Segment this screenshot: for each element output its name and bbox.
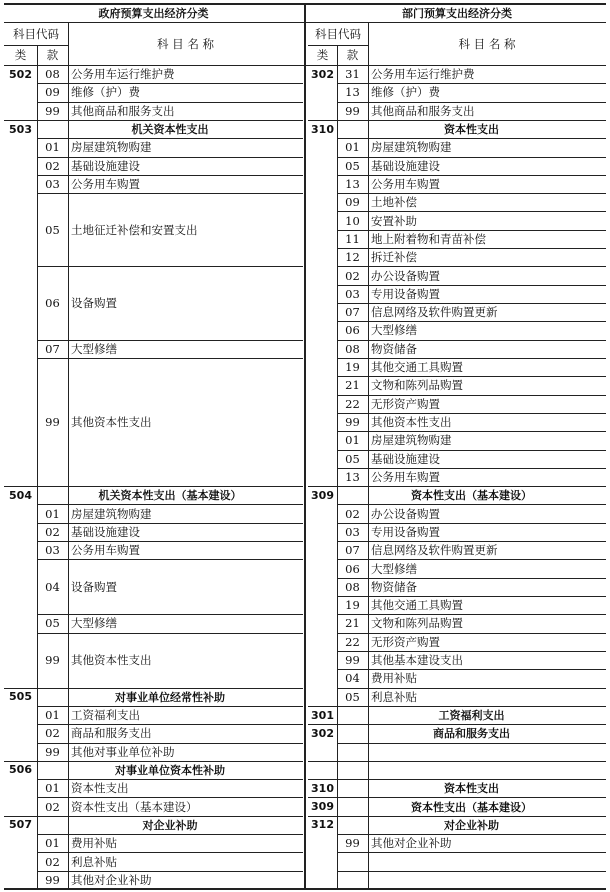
item-name: 资本性支出 [71, 781, 129, 796]
item-kuan: 10 [345, 213, 360, 228]
category-title: 商品和服务支出 [433, 727, 510, 741]
category-title: 机关资本性支出（基本建设） [98, 489, 242, 503]
category-code: 309 [311, 800, 334, 814]
table-rule [37, 45, 38, 889]
item-name [368, 852, 606, 870]
category-title: 工资福利支出 [438, 709, 505, 723]
item-name: 拆迁补偿 [371, 250, 417, 265]
item-kuan: 99 [45, 744, 60, 759]
category-code: 502 [9, 67, 32, 81]
category-code: 505 [9, 690, 32, 704]
item-kuan: 01 [45, 140, 60, 155]
category-title: 资本性支出（基本建设） [411, 800, 532, 814]
item-kuan: 09 [45, 85, 60, 100]
item-name: 费用补贴 [371, 671, 417, 686]
dept-classification-title: 部门预算支出经济分类 [402, 6, 512, 20]
item-name: 办公设备购置 [371, 268, 440, 283]
table-rule [308, 779, 606, 780]
item-name: 基础设施建设 [71, 158, 140, 173]
category-title: 资本性支出（基本建设） [411, 489, 532, 503]
item-kuan: 02 [45, 799, 60, 814]
item-name: 办公设备购置 [371, 506, 440, 521]
item-name: 其他对事业单位补助 [71, 744, 175, 759]
category-code: 309 [311, 488, 334, 502]
item-name: 公务用车购置 [71, 177, 140, 191]
item-kuan: 13 [345, 85, 360, 100]
item-kuan: 03 [45, 543, 60, 558]
item-name: 其他对企业补助 [71, 872, 152, 887]
item-kuan: 08 [45, 67, 60, 82]
item-name: 其他资本性支出 [71, 653, 152, 668]
table-rule [4, 45, 68, 46]
item-name: 房屋建筑物购建 [71, 140, 152, 155]
item-kuan: 07 [345, 543, 360, 558]
item-name: 大型修缮 [71, 616, 117, 631]
category-title: 对企业补助 [444, 818, 499, 832]
item-kuan: 01 [45, 836, 60, 851]
item-kuan: 22 [345, 634, 360, 649]
item-kuan: 06 [45, 296, 60, 311]
category-code: 506 [9, 763, 32, 777]
item-kuan: 02 [45, 726, 60, 741]
item-name: 基础设施建设 [71, 524, 140, 539]
table-rule [368, 22, 369, 889]
name-header: 科 目 名 称 [458, 36, 516, 51]
item-kuan: 99 [345, 415, 360, 430]
item-name: 其他资本性支出 [71, 415, 152, 430]
item-kuan: 02 [45, 158, 60, 173]
item-kuan: 01 [45, 708, 60, 723]
category-code: 310 [311, 781, 334, 795]
item-name [368, 871, 606, 889]
item-name: 物资储备 [371, 341, 417, 356]
item-name: 房屋建筑物购建 [371, 140, 452, 155]
item-kuan: 99 [45, 872, 60, 887]
lei-header: 类 [14, 48, 27, 62]
item-name: 专用设备购置 [371, 524, 440, 539]
category-title: 资本性支出 [444, 123, 499, 137]
item-kuan: 19 [345, 598, 360, 613]
item-name: 其他商品和服务支出 [371, 103, 475, 118]
item-kuan: 99 [345, 103, 360, 118]
code-header: 科目代码 [13, 26, 59, 41]
item-kuan: 03 [345, 286, 360, 301]
item-kuan: 99 [45, 415, 60, 430]
item-kuan: 03 [45, 177, 60, 191]
item-name: 其他商品和服务支出 [71, 103, 175, 118]
item-kuan: 01 [345, 433, 360, 448]
item-name: 维修（护）费 [371, 85, 440, 100]
item-kuan: 06 [345, 561, 360, 576]
item-kuan: 19 [345, 360, 360, 375]
item-kuan: 01 [45, 506, 60, 521]
item-kuan: 99 [345, 653, 360, 668]
item-kuan: 04 [345, 671, 360, 686]
category-code: 507 [9, 818, 32, 832]
item-kuan: 99 [45, 653, 60, 668]
item-kuan: 11 [345, 231, 360, 246]
item-kuan: 99 [45, 103, 60, 118]
item-kuan: 03 [345, 524, 360, 539]
item-name: 费用补贴 [71, 836, 117, 851]
item-kuan: 31 [345, 67, 360, 82]
item-kuan: 99 [345, 836, 360, 851]
item-name: 土地补偿 [371, 195, 417, 210]
category-title: 对事业单位经常性补助 [115, 690, 225, 704]
item-kuan: 05 [45, 222, 60, 237]
item-name: 工资福利支出 [71, 708, 140, 723]
category-title: 资本性支出 [444, 782, 499, 796]
item-name: 信息网络及软件购置更新 [371, 543, 498, 558]
item-name: 无形资产购置 [371, 396, 440, 411]
table-rule [37, 688, 303, 689]
table-rule [337, 706, 606, 707]
item-kuan: 02 [45, 524, 60, 539]
kuan-header: 款 [46, 48, 59, 62]
gov-classification-title: 政府预算支出经济分类 [98, 6, 209, 20]
table-rule [37, 486, 303, 487]
item-name: 其他对企业补助 [371, 836, 452, 851]
item-name: 基础设施建设 [371, 451, 440, 466]
item-name: 其他交通工具购置 [371, 360, 463, 375]
item-name: 信息网络及软件购置更新 [371, 305, 498, 320]
table-rule [37, 120, 303, 121]
item-kuan: 02 [45, 854, 60, 869]
table-rule [308, 724, 606, 725]
table-rule [308, 816, 606, 817]
item-name: 地上附着物和青苗补偿 [371, 231, 486, 246]
item-kuan: 05 [345, 158, 360, 173]
item-kuan: 21 [345, 616, 360, 631]
item-kuan: 05 [45, 616, 60, 631]
category-code: 302 [311, 726, 334, 740]
table-rule [37, 761, 303, 762]
item-name: 大型修缮 [371, 561, 417, 576]
item-kuan: 21 [345, 378, 360, 393]
category-title: 机关资本性支出 [131, 123, 209, 137]
item-name: 其他交通工具购置 [371, 598, 463, 613]
item-name: 公务用车购置 [71, 543, 140, 558]
table-rule [337, 743, 606, 744]
category-code: 302 [311, 67, 334, 81]
item-kuan: 22 [345, 396, 360, 411]
item-name: 无形资产购置 [371, 634, 440, 649]
table-rule [37, 816, 303, 817]
category-code: 310 [311, 122, 334, 136]
name-header: 科 目 名 称 [157, 36, 214, 51]
item-kuan: 06 [345, 323, 360, 338]
item-kuan: 05 [345, 451, 360, 466]
item-name: 物资储备 [371, 579, 417, 594]
item-name: 文物和陈列品购置 [371, 378, 463, 393]
item-name: 专用设备购置 [371, 286, 440, 301]
item-kuan [337, 852, 368, 870]
item-name: 大型修缮 [371, 323, 417, 338]
table-rule [308, 45, 368, 46]
category-code: 312 [311, 818, 334, 832]
item-name: 维修（护）费 [71, 85, 140, 100]
item-name: 利息补贴 [71, 854, 117, 869]
item-kuan: 01 [45, 781, 60, 796]
item-kuan: 13 [345, 469, 360, 484]
item-kuan: 07 [345, 305, 360, 320]
table-rule [304, 3, 306, 889]
kuan-header: 款 [346, 48, 359, 62]
item-kuan: 07 [45, 341, 60, 356]
table-rule [337, 486, 606, 487]
item-name: 安置补助 [371, 213, 417, 228]
item-name: 公务用车购置 [371, 177, 440, 191]
item-name: 基础设施建设 [371, 158, 440, 173]
item-kuan: 12 [345, 250, 360, 265]
category-code: 503 [9, 122, 32, 136]
item-name: 文物和陈列品购置 [371, 616, 463, 631]
item-kuan [337, 871, 368, 889]
item-kuan: 02 [345, 268, 360, 283]
item-kuan: 04 [45, 579, 60, 594]
category-title: 对事业单位资本性补助 [115, 763, 225, 777]
category-code: 301 [311, 708, 334, 722]
item-kuan: 08 [345, 579, 360, 594]
item-kuan: 05 [345, 689, 360, 704]
category-code: 504 [9, 488, 32, 502]
item-name: 公务用车购置 [371, 469, 440, 484]
item-kuan: 01 [345, 140, 360, 155]
item-name: 公务用车运行维护费 [71, 67, 175, 82]
table-rule [337, 120, 606, 121]
item-name: 房屋建筑物购建 [371, 433, 452, 448]
item-name: 土地征迁补偿和安置支出 [71, 222, 198, 237]
item-kuan: 09 [345, 195, 360, 210]
table-rule [68, 22, 69, 889]
item-name: 商品和服务支出 [71, 726, 152, 741]
item-kuan: 02 [345, 506, 360, 521]
item-name: 其他资本性支出 [371, 415, 452, 430]
item-name: 公务用车运行维护费 [371, 67, 475, 82]
code-header: 科目代码 [315, 26, 361, 41]
item-name: 大型修缮 [71, 341, 117, 356]
table-rule [308, 797, 606, 798]
item-kuan: 13 [345, 177, 360, 191]
item-name: 资本性支出（基本建设） [71, 799, 198, 814]
table-rule [308, 761, 606, 762]
table-rule [337, 45, 338, 889]
item-name: 设备购置 [71, 296, 117, 311]
item-name: 利息补贴 [371, 689, 417, 704]
item-name: 其他基本建设支出 [371, 653, 463, 668]
item-name: 房屋建筑物购建 [71, 506, 152, 521]
lei-header: 类 [316, 48, 329, 62]
item-kuan: 08 [345, 341, 360, 356]
item-name: 设备购置 [71, 579, 117, 594]
category-title: 对企业补助 [142, 818, 198, 832]
